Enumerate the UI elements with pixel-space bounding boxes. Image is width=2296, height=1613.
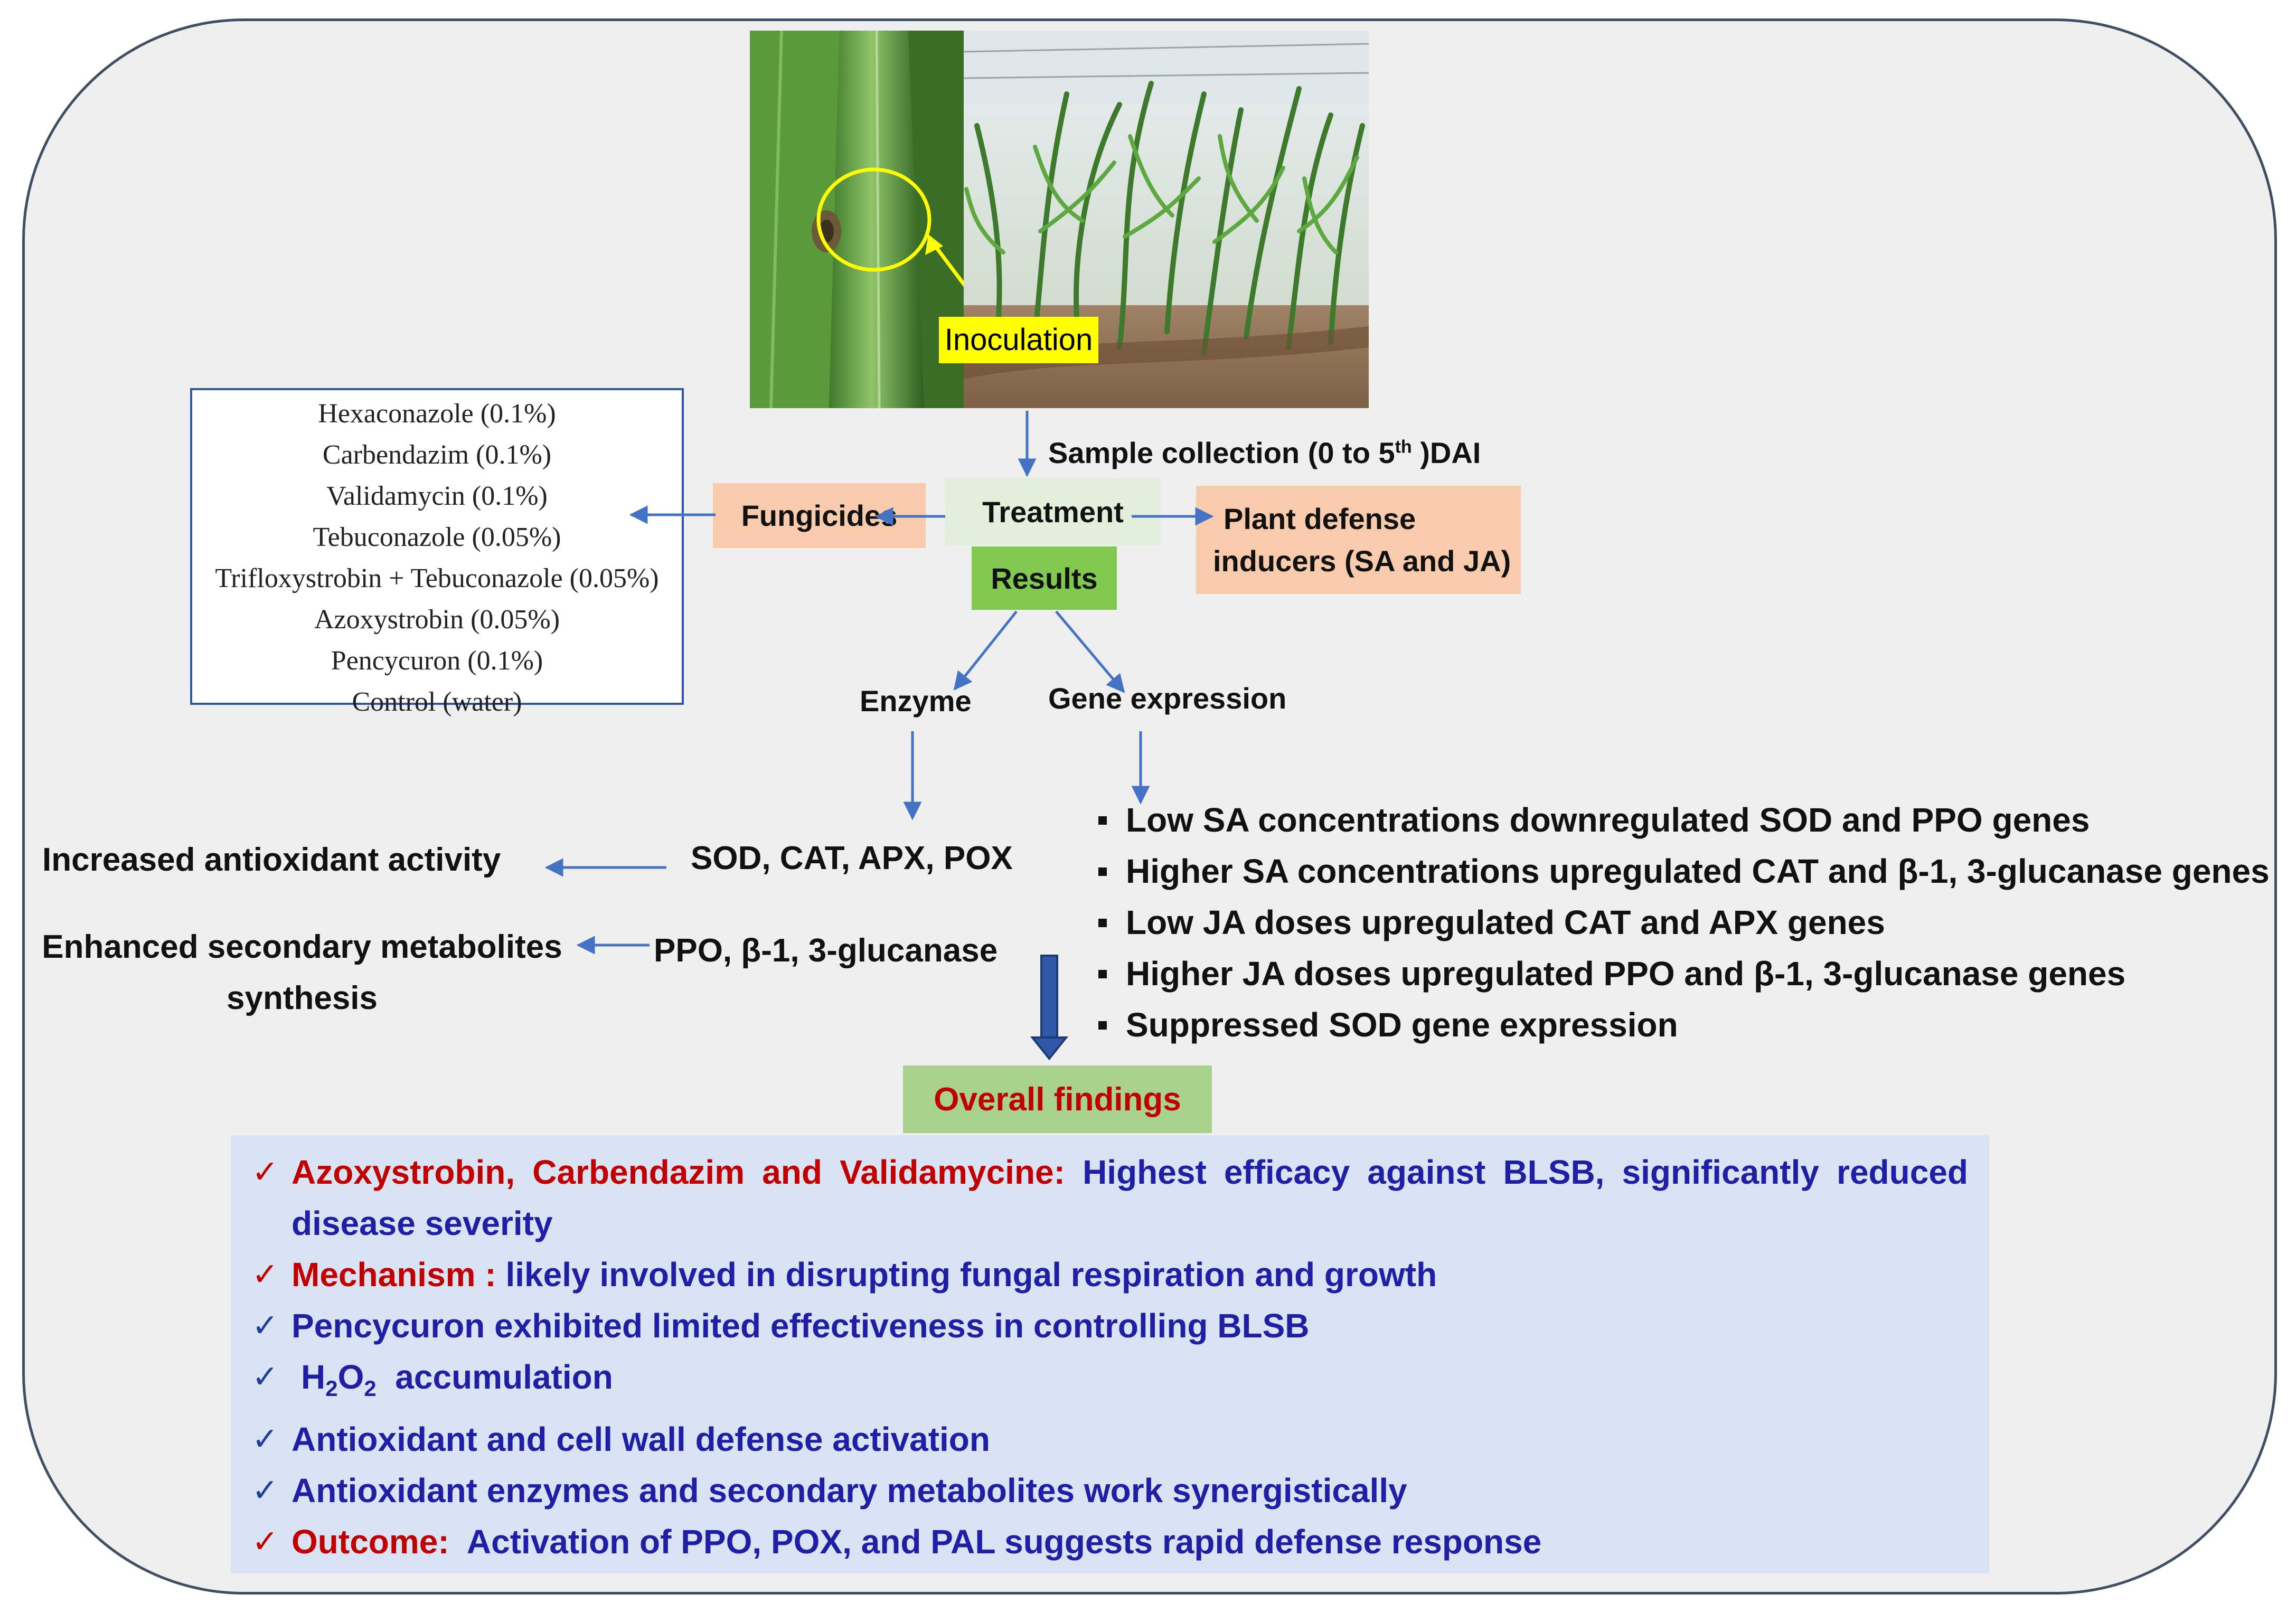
list-item: Carbendazim (0.1%) [322, 440, 552, 470]
finding-4: ✓ $H_2O_2$ accumulation [252, 1352, 1968, 1414]
treatment-node: Treatment [945, 478, 1161, 545]
checkmark-icon: ✓ [252, 1471, 279, 1509]
checkmark-icon: ✓ [252, 1420, 279, 1458]
inoculation-label: Inoculation [939, 317, 1098, 363]
enzymes-antioxidant: SOD, CAT, APX, POX [691, 840, 1013, 876]
plant-defense-inducers-node: Plant defense inducers (SA and JA) [1196, 486, 1521, 594]
list-item: Low SA concentrations downregulated SOD and PPO genes [1093, 795, 2270, 846]
checkmark-icon: ✓ [252, 1523, 279, 1560]
list-item: Validamycin (0.1%) [326, 481, 548, 511]
checkmark-icon: ✓ [252, 1154, 279, 1191]
secondary-metabolite-effect: Enhanced secondary metabolites synthesis [42, 929, 562, 1016]
finding-5: ✓ Antioxidant and cell wall defense activation [252, 1414, 1968, 1465]
enzyme-label: Enzyme [860, 684, 972, 718]
sample-collection-label: Sample collection (0 to 5th )DAI [1048, 436, 1481, 469]
finding-2: ✓ Mechanism : likely involved in disrupting fungal respiration and growth [252, 1249, 1968, 1300]
list-item: Azoxystrobin (0.05%) [314, 605, 560, 635]
fungicides-node: Fungicides [713, 483, 926, 548]
finding-7: ✓ Outcome: Activation of PPO, POX, and PAL suggests rapid defense response [252, 1516, 1968, 1568]
list-item: Low JA doses upregulated CAT and APX genes [1093, 897, 2270, 948]
list-item: Pencycuron (0.1%) [331, 646, 543, 676]
checkmark-icon: ✓ [252, 1256, 279, 1293]
list-item: Tebuconazole (0.05%) [313, 522, 561, 552]
enzymes-secondary: PPO, β-1, 3-glucanase [654, 932, 998, 969]
list-item: Control (water) [352, 687, 522, 717]
list-item: Higher JA doses upregulated PPO and β-1, 3-glucanase genes [1093, 948, 2270, 999]
arrow-results-to-enzyme [955, 611, 1017, 689]
finding-3: ✓ Pencycuron exhibited limited effectiveness in controlling BLSB [252, 1300, 1968, 1352]
finding-1: ✓ Azoxystrobin, Carbendazim and Validamycine: Highest efficacy against BLSB, significantly reduced disease severity [252, 1147, 1968, 1249]
list-item: Trifloxystrobin + Tebuconazole (0.05%) [215, 563, 659, 593]
list-item: Hexaconazole (0.1%) [318, 399, 556, 429]
checkmark-icon: ✓ [252, 1307, 279, 1344]
results-node: Results [972, 546, 1117, 610]
checkmark-icon: ✓ [252, 1359, 279, 1395]
overall-findings-node: Overall findings [903, 1065, 1212, 1133]
finding-6: ✓ Antioxidant enzymes and secondary metabolites work synergistically [252, 1465, 1968, 1516]
arrow-to-overall-findings [1032, 956, 1066, 1059]
gene-expression-label: Gene expression [1048, 682, 1287, 715]
antioxidant-effect: Increased antioxidant activity [42, 842, 501, 878]
arrow-results-to-gene [1056, 611, 1124, 692]
list-item: Higher SA concentrations upregulated CAT and β-1, 3-glucanase genes [1093, 846, 2270, 897]
list-item: Suppressed SOD gene expression [1093, 999, 2270, 1051]
